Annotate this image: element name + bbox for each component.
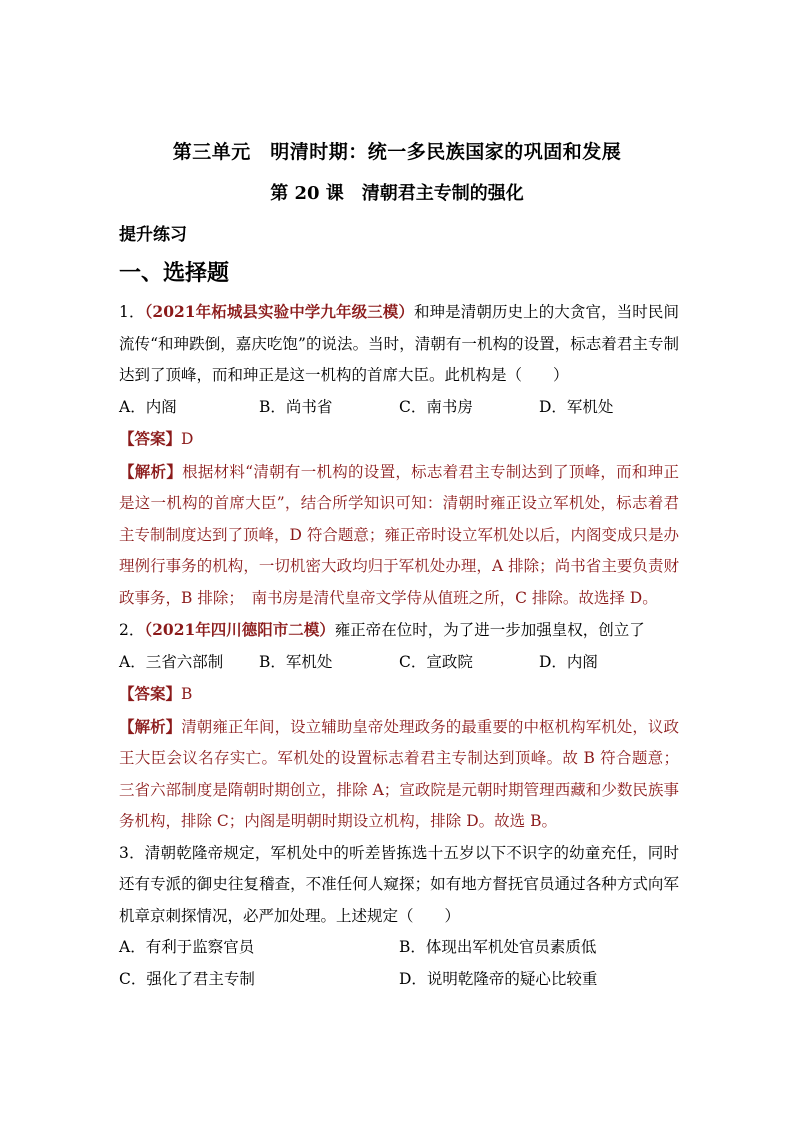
- question-1-analysis: [119, 456, 679, 615]
- option-b: B．军机处: [259, 652, 333, 671]
- question-text: 和珅是清朝历史上的大贪官，当时民间流传“和珅跌倒，嘉庆吃饱”的说法。当时，清朝有一机构的设置，标志着君主专制达到了顶峰，而和珅正是这一机构的首席大臣。此机构是（ ）: [119, 303, 679, 384]
- option-b: B．尚书省: [259, 397, 333, 416]
- option-c: C．宣政院: [399, 652, 473, 671]
- option-d: D．军机处: [539, 397, 614, 416]
- option-a: A．有利于监察官员: [119, 938, 255, 956]
- question-2-analysis: [119, 711, 679, 838]
- option-c: C．强化了君主专制: [119, 969, 255, 988]
- question-2-stem: [119, 614, 679, 647]
- practice-label: 提升练习: [119, 225, 187, 245]
- section-title: 一、选择题: [119, 260, 230, 286]
- question-source: （2021年柘城县实验中学九年级三模）: [144, 302, 414, 321]
- question-number: 2．: [119, 621, 145, 639]
- question-list: [119, 296, 679, 995]
- option-d: D．内阁: [539, 652, 598, 671]
- question-1-answer: [119, 423, 679, 456]
- question-1-stem: [119, 296, 679, 392]
- answer-label: 【答案】: [119, 684, 182, 703]
- question-1-options: [119, 392, 679, 424]
- unit-title: 第三单元 明清时期：统一多民族国家的巩固和发展: [172, 141, 622, 163]
- answer-value: B: [181, 685, 193, 703]
- analysis-text: 根据材料“清朝有一机构的设置，标志着君主专制达到了顶峰，而和珅正是这一机构的首席大臣”，结合所学知识可知：清朝时雍正设立军机处，标志着君主专制制度达到了顶峰，D 符合题意；雍正帝时设立军机处以后，内阁变成只是办理例行事务的机构，一切机密大政均归于军机处办理，A 排除；尚书省主要负责财政事务，B 排除； 南书房是清代皇帝文学侍从值班之所，C 排除。故选择 D。: [119, 462, 679, 607]
- question-2-options: [119, 647, 679, 679]
- question-text: 清朝乾隆帝规定，军机处中的听差皆拣选十五岁以下不识字的幼童充任，同时还有专派的御史往复稽查，不准任何人窥探；如有地方督抚官员通过各种方式向军机章京刺探情况，必严加处理。上述规定（ ）: [119, 843, 679, 925]
- analysis-label: 【解析】: [119, 716, 182, 736]
- question-source: （2021年四川德阳市二模）: [144, 620, 335, 639]
- lesson-title: 第 20 课 清朝君主专制的强化: [270, 183, 524, 204]
- option-a: A．内阁: [119, 397, 177, 416]
- question-number: 1．: [119, 303, 145, 321]
- answer-label: 【答案】: [119, 429, 182, 448]
- question-text: 雍正帝在位时，为了进一步加强皇权，创立了: [334, 621, 645, 639]
- analysis-text: 清朝雍正年间，设立辅助皇帝处理政务的最重要的中枢机构军机处，议政王大臣会议名存实亡。军机处的设置标志着君主专制达到顶峰。故 B 符合题意；三省六部制度是隋朝时期创立，排除 A；宣政院是元朝时期管理西藏和少数民族事务机构，排除 C；内阁是明朝时期设立机构，排除 D。故选 B。: [119, 717, 679, 830]
- analysis-label: 【解析】: [119, 461, 183, 481]
- answer-value: D: [181, 430, 194, 448]
- question-number: 3．: [119, 843, 145, 862]
- option-b: B．体现出军机处官员素质低: [399, 938, 597, 956]
- question-3-stem: [119, 838, 679, 933]
- question-3-options: [119, 932, 679, 995]
- option-d: D．说明乾隆帝的疑心比较重: [399, 969, 598, 988]
- option-c: C．南书房: [399, 397, 473, 416]
- question-2-answer: [119, 678, 679, 711]
- option-a: A．三省六部制: [119, 652, 224, 671]
